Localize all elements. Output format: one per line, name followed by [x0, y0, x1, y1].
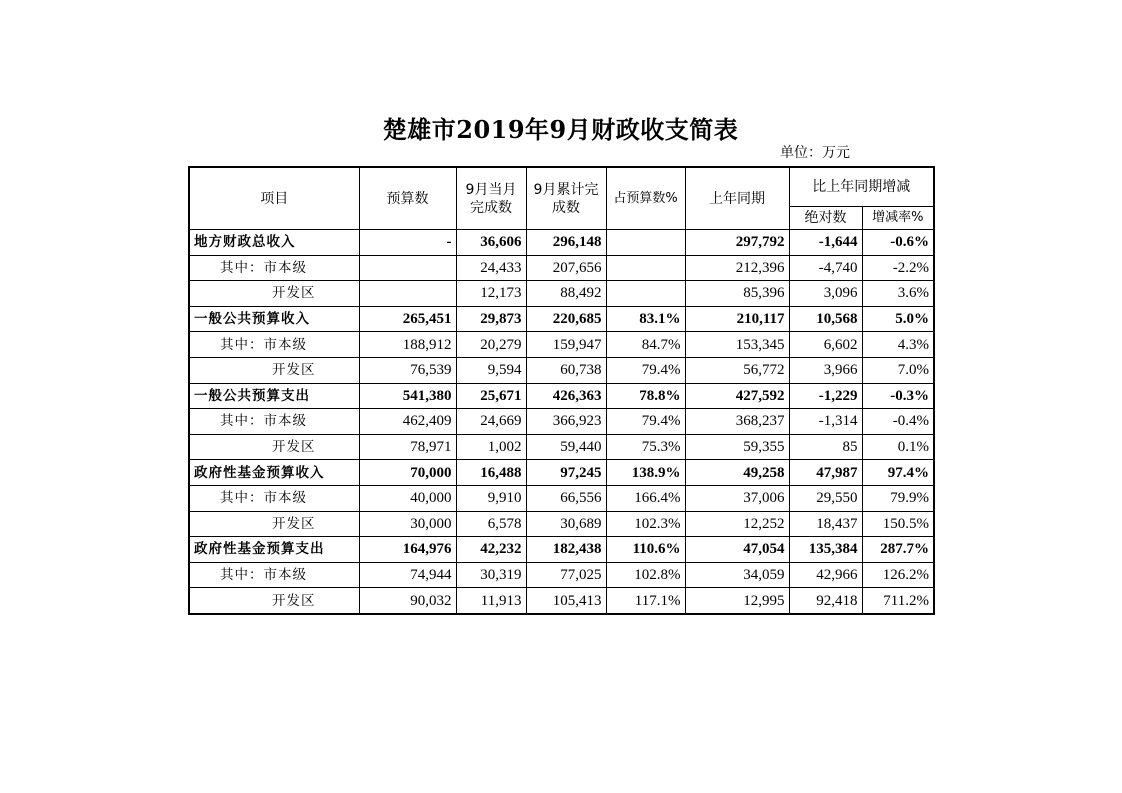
cumulative-cell: 296,148	[526, 230, 606, 256]
pct-budget-cell: 138.9%	[606, 460, 685, 486]
rate-cell: 97.4%	[862, 460, 934, 486]
cumulative-cell: 97,245	[526, 460, 606, 486]
last-year-cell: 153,345	[685, 332, 789, 358]
table-row	[189, 460, 934, 486]
abs-change-cell: 18,437	[789, 511, 862, 537]
cumulative-cell: 60,738	[526, 357, 606, 383]
table-row	[189, 409, 934, 435]
table-row	[189, 588, 934, 614]
row-label: 开发区	[189, 357, 359, 383]
rate-cell: 4.3%	[862, 332, 934, 358]
last-year-cell: 12,252	[685, 511, 789, 537]
row-label: 一般公共预算支出	[189, 383, 359, 409]
budget-cell	[359, 255, 456, 281]
document-title: 楚雄市2019年9月财政收支简表	[382, 115, 739, 144]
row-label: 其中：市本级	[189, 332, 359, 358]
row-label: 其中：市本级	[189, 255, 359, 281]
cumulative-cell: 207,656	[526, 255, 606, 281]
row-label: 开发区	[189, 511, 359, 537]
month-cell: 20,279	[456, 332, 526, 358]
cumulative-cell: 30,689	[526, 511, 606, 537]
pct-budget-cell: 78.8%	[606, 383, 685, 409]
budget-cell: 74,944	[359, 562, 456, 588]
month-cell: 6,578	[456, 511, 526, 537]
last-year-cell: 210,117	[685, 306, 789, 332]
cumulative-cell: 88,492	[526, 281, 606, 307]
cumulative-cell: 366,923	[526, 409, 606, 435]
rate-cell: 79.9%	[862, 485, 934, 511]
budget-cell: 90,032	[359, 588, 456, 614]
last-year-cell: 297,792	[685, 230, 789, 256]
budget-cell: 265,451	[359, 306, 456, 332]
last-year-cell: 212,396	[685, 255, 789, 281]
last-year-cell: 49,258	[685, 460, 789, 486]
pct-budget-cell: 84.7%	[606, 332, 685, 358]
rate-cell: 287.7%	[862, 537, 934, 563]
finance-table	[188, 166, 935, 615]
rate-cell: 3.6%	[862, 281, 934, 307]
pct-budget-cell	[606, 281, 685, 307]
row-label: 开发区	[189, 588, 359, 614]
header-abs: 绝对数	[789, 207, 862, 230]
rate-cell: -0.4%	[862, 409, 934, 435]
month-cell: 1,002	[456, 434, 526, 460]
table-row	[189, 383, 934, 409]
last-year-cell: 47,054	[685, 537, 789, 563]
row-label: 其中：市本级	[189, 562, 359, 588]
row-label: 政府性基金预算收入	[189, 460, 359, 486]
pct-budget-cell	[606, 230, 685, 256]
abs-change-cell: 10,568	[789, 306, 862, 332]
abs-change-cell: 29,550	[789, 485, 862, 511]
abs-change-cell: 3,966	[789, 357, 862, 383]
month-cell: 9,594	[456, 357, 526, 383]
table-body	[189, 230, 934, 614]
budget-cell: 40,000	[359, 485, 456, 511]
last-year-cell: 85,396	[685, 281, 789, 307]
pct-budget-cell: 79.4%	[606, 357, 685, 383]
row-label: 其中：市本级	[189, 485, 359, 511]
budget-cell: 30,000	[359, 511, 456, 537]
pct-budget-cell: 79.4%	[606, 409, 685, 435]
pct-budget-cell	[606, 255, 685, 281]
month-cell: 24,433	[456, 255, 526, 281]
budget-cell: 70,000	[359, 460, 456, 486]
pct-budget-cell: 166.4%	[606, 485, 685, 511]
budget-cell: 164,976	[359, 537, 456, 563]
cumulative-cell: 220,685	[526, 306, 606, 332]
budget-cell: 76,539	[359, 357, 456, 383]
budget-cell: 462,409	[359, 409, 456, 435]
last-year-cell: 12,995	[685, 588, 789, 614]
row-label: 政府性基金预算支出	[189, 537, 359, 563]
abs-change-cell: 6,602	[789, 332, 862, 358]
pct-budget-cell: 83.1%	[606, 306, 685, 332]
table-row	[189, 357, 934, 383]
pct-budget-cell: 75.3%	[606, 434, 685, 460]
month-cell: 24,669	[456, 409, 526, 435]
cumulative-cell: 66,556	[526, 485, 606, 511]
budget-cell: -	[359, 230, 456, 256]
last-year-cell: 427,592	[685, 383, 789, 409]
abs-change-cell: 3,096	[789, 281, 862, 307]
last-year-cell: 34,059	[685, 562, 789, 588]
abs-change-cell: -1,229	[789, 383, 862, 409]
header-last-year: 上年同期	[685, 167, 789, 230]
header-budget: 预算数	[359, 167, 456, 230]
table-row	[189, 511, 934, 537]
row-label: 开发区	[189, 434, 359, 460]
month-cell: 9,910	[456, 485, 526, 511]
abs-change-cell: 42,966	[789, 562, 862, 588]
abs-change-cell: 92,418	[789, 588, 862, 614]
pct-budget-cell: 117.1%	[606, 588, 685, 614]
row-label: 其中：市本级	[189, 409, 359, 435]
month-cell: 25,671	[456, 383, 526, 409]
month-cell: 29,873	[456, 306, 526, 332]
month-cell: 42,232	[456, 537, 526, 563]
budget-cell: 188,912	[359, 332, 456, 358]
budget-cell: 78,971	[359, 434, 456, 460]
table-row	[189, 255, 934, 281]
table-row	[189, 562, 934, 588]
month-cell: 16,488	[456, 460, 526, 486]
cumulative-cell: 59,440	[526, 434, 606, 460]
cumulative-cell: 426,363	[526, 383, 606, 409]
month-cell: 36,606	[456, 230, 526, 256]
table-row	[189, 332, 934, 358]
last-year-cell: 59,355	[685, 434, 789, 460]
abs-change-cell: 85	[789, 434, 862, 460]
rate-cell: -0.3%	[862, 383, 934, 409]
pct-budget-cell: 110.6%	[606, 537, 685, 563]
table-row	[189, 485, 934, 511]
table-row	[189, 230, 934, 256]
cumulative-cell: 77,025	[526, 562, 606, 588]
header-yoy-group: 比上年同期增减	[789, 167, 934, 207]
header-rate: 增减率%	[862, 207, 934, 230]
cumulative-cell: 159,947	[526, 332, 606, 358]
abs-change-cell: -1,314	[789, 409, 862, 435]
header-item: 项目	[189, 167, 359, 230]
table-row	[189, 281, 934, 307]
cumulative-cell: 182,438	[526, 537, 606, 563]
rate-cell: 0.1%	[862, 434, 934, 460]
month-cell: 11,913	[456, 588, 526, 614]
row-label: 地方财政总收入	[189, 230, 359, 256]
rate-cell: 711.2%	[862, 588, 934, 614]
header-cum-done: 9月累计完成数	[526, 167, 606, 230]
table-row	[189, 434, 934, 460]
rate-cell: 150.5%	[862, 511, 934, 537]
header-pct-budget: 占预算数%	[606, 167, 685, 230]
abs-change-cell: 135,384	[789, 537, 862, 563]
abs-change-cell: -1,644	[789, 230, 862, 256]
row-label: 开发区	[189, 281, 359, 307]
rate-cell: 5.0%	[862, 306, 934, 332]
table-row	[189, 537, 934, 563]
last-year-cell: 37,006	[685, 485, 789, 511]
pct-budget-cell: 102.8%	[606, 562, 685, 588]
pct-budget-cell: 102.3%	[606, 511, 685, 537]
budget-cell: 541,380	[359, 383, 456, 409]
month-cell: 12,173	[456, 281, 526, 307]
abs-change-cell: -4,740	[789, 255, 862, 281]
row-label: 一般公共预算收入	[189, 306, 359, 332]
rate-cell: 7.0%	[862, 357, 934, 383]
last-year-cell: 368,237	[685, 409, 789, 435]
budget-cell	[359, 281, 456, 307]
header-month-done: 9月当月完成数	[456, 167, 526, 230]
month-cell: 30,319	[456, 562, 526, 588]
rate-cell: -0.6%	[862, 230, 934, 256]
rate-cell: -2.2%	[862, 255, 934, 281]
abs-change-cell: 47,987	[789, 460, 862, 486]
unit-label: 单位：万元	[780, 145, 850, 161]
table-row	[189, 306, 934, 332]
last-year-cell: 56,772	[685, 357, 789, 383]
rate-cell: 126.2%	[862, 562, 934, 588]
cumulative-cell: 105,413	[526, 588, 606, 614]
